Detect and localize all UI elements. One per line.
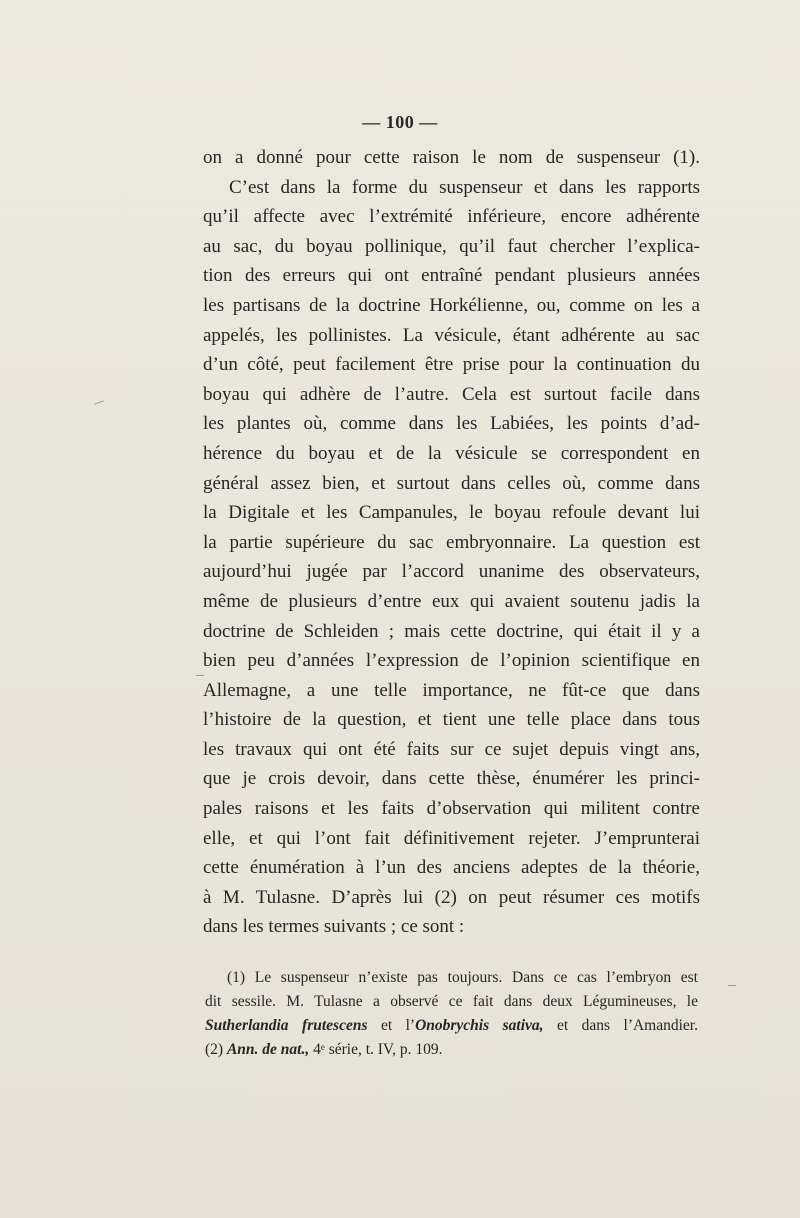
text-line: général assez bien, et surtout dans celles où, comme dans: [203, 472, 700, 494]
footnote-text: 4ᵉ série, t. IV, p. 109.: [309, 1041, 443, 1058]
margin-mark: [728, 985, 736, 986]
footnote-1-line: (1) Le suspenseur n’existe pas toujours. Dans ce cas l’embryon est: [227, 969, 698, 986]
text-line: C’est dans la forme du suspenseur et dans les rapports: [229, 176, 700, 198]
text-line: les plantes où, comme dans les Labiées, les points d’ad-: [203, 413, 700, 435]
text-line: bien peu d’années l’expression de l’opinion scientifique en: [203, 650, 700, 672]
footnote-1-line: [205, 1014, 698, 1038]
text-line: elle, et qui l’ont fait définitivement rejeter. J’emprunterai: [203, 827, 700, 849]
text-line: cette énumération à l’un des anciens adeptes de la théorie,: [203, 857, 700, 879]
text-line: que je crois devoir, dans cette thèse, énumérer les princi-: [203, 768, 700, 790]
text-line: hérence du boyau et de la vésicule se correspondent en: [203, 442, 700, 464]
footnote-text: et l’: [367, 1017, 416, 1034]
margin-mark: [94, 400, 104, 404]
body-text: [203, 143, 700, 942]
text-line: d’un côté, peut facilement être prise pour la continuation du: [203, 354, 700, 376]
footnote-2-line: [205, 1038, 698, 1062]
text-line: la partie supérieure du sac embryonnaire. La question est: [203, 531, 700, 553]
footnote-text: et dans l’Amandier.: [543, 1017, 698, 1034]
text-line: dans les termes suivants ; ce sont :: [203, 916, 465, 938]
text-line: Allemagne, a une telle importance, ne fût-ce que dans: [203, 679, 700, 701]
footnote-1-line: dit sessile. M. Tulasne a observé ce fait dans deux Légumineuses, le: [205, 993, 698, 1010]
margin-mark: [196, 675, 204, 676]
text-line: les partisans de la doctrine Horkélienne, ou, comme on les a: [203, 294, 700, 316]
journal-title: Ann. de nat.,: [226, 1041, 310, 1058]
footnotes: [205, 966, 698, 1062]
footnote-label: (2): [205, 1041, 227, 1058]
text-line: qu’il affecte avec l’extrémité inférieure, encore adhérente: [203, 206, 700, 228]
text-line: boyau qui adhère de l’autre. Cela est surtout facile dans: [203, 383, 700, 405]
page-number: — 100 —: [362, 112, 438, 132]
text-line: pales raisons et les faits d’observation qui militent contre: [203, 798, 700, 820]
text-line: même de plusieurs d’entre eux qui avaient soutenu jadis la: [203, 590, 700, 612]
species-name: Onobrychis sativa,: [415, 1017, 544, 1034]
text-line: tion des erreurs qui ont entraîné pendant plusieurs années: [203, 265, 700, 287]
text-line: doctrine de Schleiden ; mais cette doctrine, qui était il y a: [203, 620, 700, 642]
text-line: l’histoire de la question, et tient une telle place dans tous: [203, 709, 700, 731]
text-line: les travaux qui ont été faits sur ce sujet depuis vingt ans,: [203, 738, 700, 760]
text-line: au sac, du boyau pollinique, qu’il faut chercher l’explica-: [203, 235, 700, 257]
text-line: aujourd’hui jugée par l’accord unanime des observateurs,: [203, 561, 700, 583]
text-line: à M. Tulasne. D’après lui (2) on peut résumer ces motifs: [203, 886, 700, 908]
species-name: Sutherlandia frutescens: [205, 1017, 368, 1034]
text-line: la Digitale et les Campanules, le boyau refoule devant lui: [203, 502, 700, 524]
text-line: on a donné pour cette raison le nom de suspenseur (1).: [203, 147, 700, 168]
text-line: appelés, les pollinistes. La vésicule, étant adhérente au sac: [203, 324, 700, 346]
